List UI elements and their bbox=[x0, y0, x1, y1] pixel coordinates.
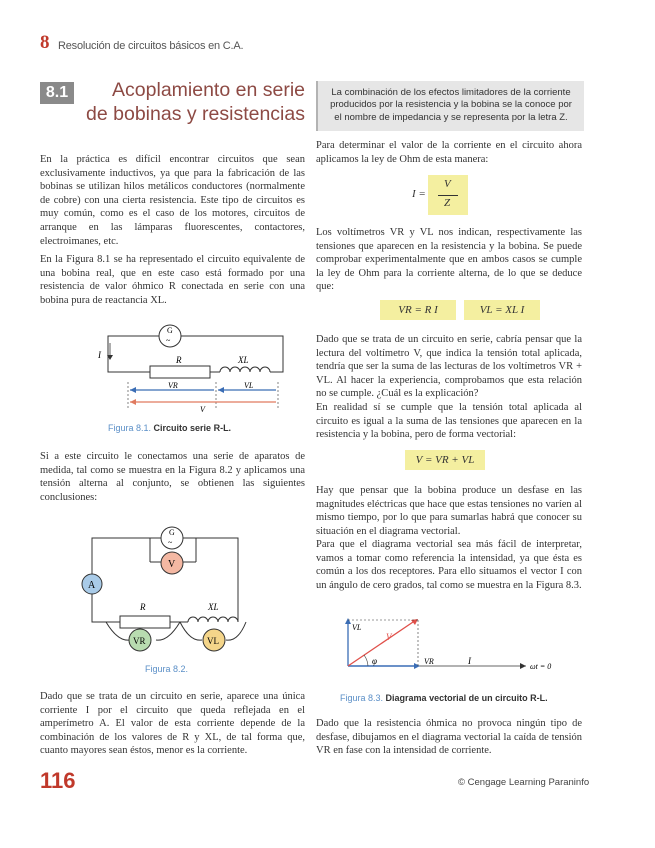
fig2-generator-symbol: ~ bbox=[168, 538, 173, 547]
right-paragraph-3: Dado que se trata de un circuito en serie, cabría pensar que la lectura del voltímetro V, que indica la tensión total aplicada, tendría que ser la suma de las lecturas de los voltímetros VR + VL. Al hacer la experiencia, comprobamos que esta relación no se cumple. ¿Cuál es la explicación? bbox=[316, 334, 582, 400]
left-paragraph-4: Dado que se trata de un circuito en serie, aparece una única corriente I por el circuito que queda reflejada en el amperímetro A. El valor de esta corriente depende de la combinación de los valores de R y XL, de tal forma que, cuanto mayores sean éstos, menor es la corriente. bbox=[40, 691, 305, 757]
ohm-numerator: V bbox=[444, 178, 451, 190]
chapter-number: 8 bbox=[40, 32, 50, 53]
ohm-lhs: I = bbox=[412, 188, 426, 200]
fig3-label-axis: ωt = 0 bbox=[530, 662, 552, 671]
fig2-label-a: A bbox=[88, 580, 96, 591]
side-note-box bbox=[316, 81, 584, 131]
fig2-label-xl: XL bbox=[208, 602, 219, 612]
figure-8-1-caption bbox=[108, 423, 231, 433]
fig3-label-vl: VL bbox=[352, 623, 362, 632]
fig2-label-vl: VL bbox=[207, 636, 219, 646]
figure-8-3-vector-diagram bbox=[336, 612, 556, 682]
fig1-label-vl: VL bbox=[244, 381, 254, 390]
fig3-caption-text: Diagrama vectorial de un circuito R-L. bbox=[385, 693, 548, 703]
fig3-label-i: I bbox=[468, 656, 471, 666]
fig1-label-i: I bbox=[98, 350, 101, 360]
right-paragraph-5: Hay que pensar que la bobina produce un desfase en las magnitudes eléctricas que hace que estas tensiones no varíen al mismo tiempo, por lo que para sumarlas habrá que conocer su situación en el diagrama vectorial. bbox=[316, 485, 582, 537]
fig2-label-v: V bbox=[168, 559, 176, 570]
ohm-denominator: Z bbox=[444, 197, 451, 209]
figure-8-3-caption bbox=[340, 693, 548, 703]
fig1-generator-symbol: ~ bbox=[166, 336, 171, 345]
fig2-label-r: R bbox=[140, 602, 146, 612]
formula-vr: VR = R I bbox=[380, 300, 456, 320]
section-title-line2: de bobinas y resistencias bbox=[86, 103, 305, 125]
section-title bbox=[80, 78, 305, 126]
fig1-caption-text: Circuito serie R-L. bbox=[153, 423, 232, 433]
fig1-label-v: V bbox=[200, 405, 205, 414]
fig3-label-phi: φ bbox=[372, 656, 377, 666]
fig2-label-g: G bbox=[169, 528, 175, 537]
right-paragraph-1: Para determinar el valor de la corriente en el circuito ahora aplicamos la ley de Ohm de esta manera: bbox=[316, 140, 582, 165]
figure-8-2-caption: Figura 8.2. bbox=[145, 664, 189, 674]
fig3-label-v: V bbox=[386, 632, 392, 642]
left-paragraph-3: Si a este circuito le conectamos una serie de aparatos de medida, tal como se muestra en la Figura 8.2 y aplicamos una tensión alterna al conjunto, se obtienen las siguientes conclusiones: bbox=[40, 451, 305, 503]
fig1-caption-number: Figura 8.1. bbox=[108, 423, 152, 433]
fig3-label-vr: VR bbox=[424, 657, 434, 666]
right-paragraph-2: Los voltímetros VR y VL nos indican, respectivamente las tensiones que aparecen en la resistencia y la bobina. Se puede comprobar experimentalmente que en ambos casos se cumple la ley de Ohm para la corriente alterna, de lo que se deduce que: bbox=[316, 227, 582, 293]
section-number-badge: 8.1 bbox=[40, 82, 74, 104]
left-paragraph-1: En la práctica es difícil encontrar circuitos que sean exclusivamente inductivos, ya que para la fabricación de las bobinas se utilizan hilos metálicos conductores (normalmente de cobre) con una cierta resistencia. Este tipo de circuitos es muy común, como es el caso de los motores, circuitos de arranque en las lámparas fluorescentes, contactores, electroimanes, etc. bbox=[40, 154, 305, 247]
page-number: 116 bbox=[40, 768, 76, 793]
side-note-text: La combinación de los efectos limitadores de la corriente producidos por la resistencia y la bobina se la conoce por el nombre de impedancia y se representa por la letra Z. bbox=[330, 87, 572, 123]
fig3-caption-number: Figura 8.3. bbox=[340, 693, 384, 703]
formula-vl: VL = XL I bbox=[464, 300, 540, 320]
fig1-label-g: G bbox=[167, 326, 173, 335]
right-paragraph-4: En realidad sí se cumple que la tensión total aplicada al circuito es igual a la suma de las tensiones que aparecen en la resistencia y la bobina, pero de forma vectorial: bbox=[316, 402, 582, 441]
figure-8-1-circuit bbox=[88, 318, 298, 416]
figure-8-2-circuit bbox=[78, 518, 298, 658]
fig1-label-xl: XL bbox=[238, 355, 249, 365]
fig1-label-r: R bbox=[176, 355, 182, 365]
formula-vector-sum: V = VR + VL bbox=[405, 450, 485, 470]
publisher-footer: © Cengage Learning Paraninfo bbox=[458, 777, 590, 788]
right-paragraph-7: Dado que la resistencia óhmica no provoca ningún tipo de desfase, dibujamos en el diagrama vectorial la caída de tensión VR en fase con la intensidad de corriente. bbox=[316, 718, 582, 757]
right-paragraph-6: Para que el diagrama vectorial sea más fácil de interpretar, vamos a tomar como referencia la intensidad, ya que ésta es común a los dos receptores. Para ello situamos el vector I con un ángulo de cero grados, tal como se muestra en la Figura 8.3. bbox=[316, 539, 582, 591]
left-paragraph-2: En la Figura 8.1 se ha representado el circuito equivalente de una bobina real, que en este caso está formado por una resistencia de valor óhmico R conectada en serie con una bobina pura de reactancia XL. bbox=[40, 254, 305, 306]
fig1-label-vr: VR bbox=[168, 381, 178, 390]
section-title-line1: Acoplamiento en serie bbox=[112, 79, 305, 101]
chapter-title: Resolución de circuitos básicos en C.A. bbox=[58, 40, 244, 52]
fig2-label-vr: VR bbox=[133, 636, 146, 646]
ohm-law-formula-box bbox=[412, 175, 468, 215]
